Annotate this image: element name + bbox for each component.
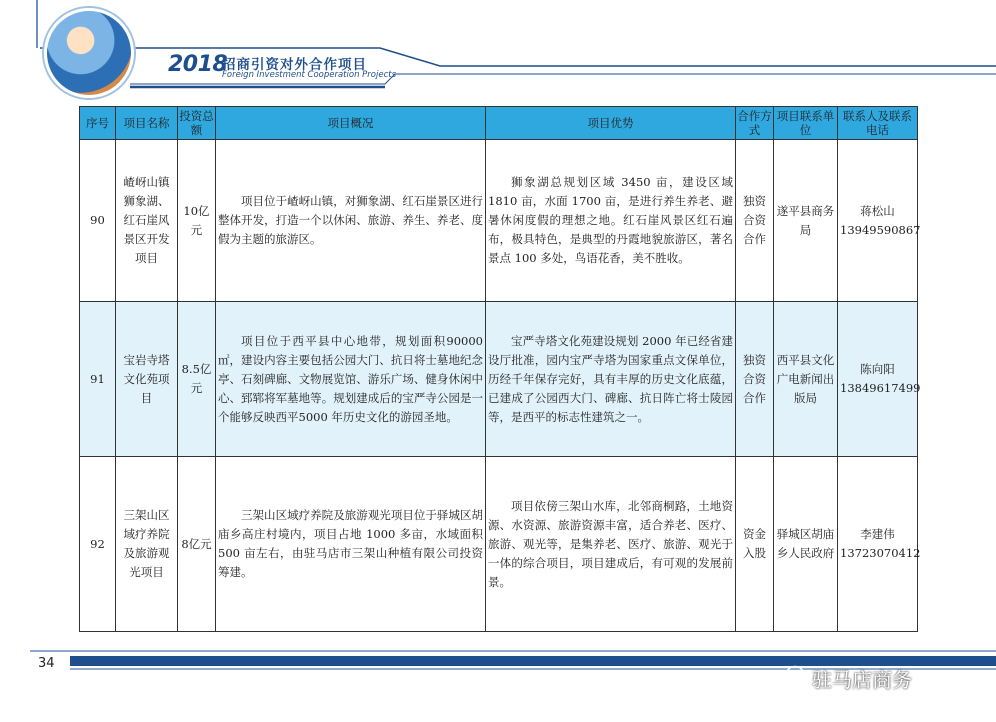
cell-contact xyxy=(838,302,921,457)
table-row xyxy=(80,457,918,632)
watermark-text: 驻马店商务 xyxy=(812,668,912,692)
table-header-row xyxy=(80,107,918,140)
overview-text: 项目位于嵖岈山镇，对狮象湖、红石崖景区进行整体开发，打造一个以休闲、旅游、养生、养老、度假为主题的旅游区。 xyxy=(218,194,483,246)
col-header-unit: 项目联系单位 xyxy=(774,107,838,140)
cell-name: 三架山区域疗养院及旅游观光项目 xyxy=(116,457,178,632)
cell-no: 90 xyxy=(80,140,116,302)
cell-no: 91 xyxy=(80,302,116,457)
col-header-overview: 项目概况 xyxy=(216,107,486,140)
cell-mode: 独资合资合作 xyxy=(736,302,774,457)
cell-overview xyxy=(216,140,486,302)
cell-contact xyxy=(838,140,921,302)
cell-mode: 独资合资合作 xyxy=(736,140,774,302)
cell-unit: 遂平县商务局 xyxy=(774,140,838,302)
cell-advantage xyxy=(486,140,736,302)
contact-name: 蒋松山 xyxy=(860,203,895,218)
contact-phone: 13849617499 xyxy=(840,381,921,395)
cell-advantage xyxy=(486,302,736,457)
cell-unit: 西平县文化广电新闻出版局 xyxy=(774,302,838,457)
col-header-no: 序号 xyxy=(80,107,116,140)
col-header-advantage: 项目优势 xyxy=(486,107,736,140)
cell-advantage xyxy=(486,457,736,632)
contact-name: 陈向阳 xyxy=(860,362,895,376)
overview-text: 项目位于西平县中心地带，规划面积90000 ㎡，建设内容主要包括公园大门、抗日将士墓地纪念亭、石刻碑廊、文物展览馆、游乐广场、健身休闲中心、郅郓将军墓地等。规划建成后的宝严寺公园是一个能够反映西平5000 年历史文化的游园圣地。 xyxy=(218,333,483,424)
col-header-mode: 合作方式 xyxy=(736,107,774,140)
header-rule xyxy=(0,40,996,100)
header-year: 2018 xyxy=(168,52,228,77)
cell-mode: 资金入股 xyxy=(736,457,774,632)
table-row xyxy=(80,140,918,302)
header-title-cn: 招商引资对外合作项目 xyxy=(222,57,367,73)
overview-text: 三架山区域疗养院及旅游观光项目位于驿城区胡庙乡高庄村境内，项目占地 1000 多亩，水域面积 500 亩左右，由驻马店市三架山种植有限公司投资筹建。 xyxy=(218,508,483,579)
col-header-amount: 投资总额 xyxy=(178,107,216,140)
header-logo-image xyxy=(44,8,134,98)
wechat-icon xyxy=(786,664,810,686)
cell-name: 嵖岈山镇狮象湖、红石崖风景区开发项目 xyxy=(116,140,178,302)
cell-no: 92 xyxy=(80,457,116,632)
cell-unit: 驿城区胡庙乡人民政府 xyxy=(774,457,838,632)
advantage-text: 宝严寺塔文化苑建设规划 2000 年已经省建设厅批准，园内宝严寺塔为国家重点文保单位，历经千年保存完好，具有丰厚的历史文化底蕴，已建成了公园西大门、碑廊、抗日阵亡将士陵园等，是西平的标志性建筑之一。 xyxy=(488,333,733,424)
advantage-text: 项目依傍三架山水库，北邻商桐路，土地资源、水资源、旅游资源丰富，适合养老、医疗、旅游、观光等，是集养老、医疗、旅游、观光于一体的综合项目，项目建成后，有可观的发展前景。 xyxy=(488,498,733,589)
cell-overview xyxy=(216,457,486,632)
contact-name: 李建伟 xyxy=(860,527,895,541)
contact-phone: 13949590867 xyxy=(840,222,921,237)
cell-amount: 10亿元 xyxy=(178,140,216,302)
projects-table xyxy=(79,106,921,632)
cell-contact xyxy=(838,457,921,632)
header-title-en: Foreign Investment Cooperation Projects xyxy=(222,70,397,80)
col-header-contact: 联系人及联系电话 xyxy=(838,107,918,140)
table-row xyxy=(80,302,918,457)
contact-phone: 13723070412 xyxy=(840,546,921,560)
cell-amount: 8.5亿元 xyxy=(178,302,216,457)
col-header-name: 项目名称 xyxy=(116,107,178,140)
cell-amount: 8亿元 xyxy=(178,457,216,632)
page-number: 34 xyxy=(38,656,55,671)
cell-overview xyxy=(216,302,486,457)
cell-name: 宝岩寺塔文化苑项目 xyxy=(116,302,178,457)
advantage-text: 狮象湖总规划区域 3450 亩，建设区域 1810 亩，水面 1700 亩，是进行养生养老、避暑休闲度假的理想之地。红石崖风景区红石遍布，极具特色，是典型的丹霞地貌旅游区，著名景点 100 多处，鸟语花香，美不胜收。 xyxy=(488,175,733,265)
